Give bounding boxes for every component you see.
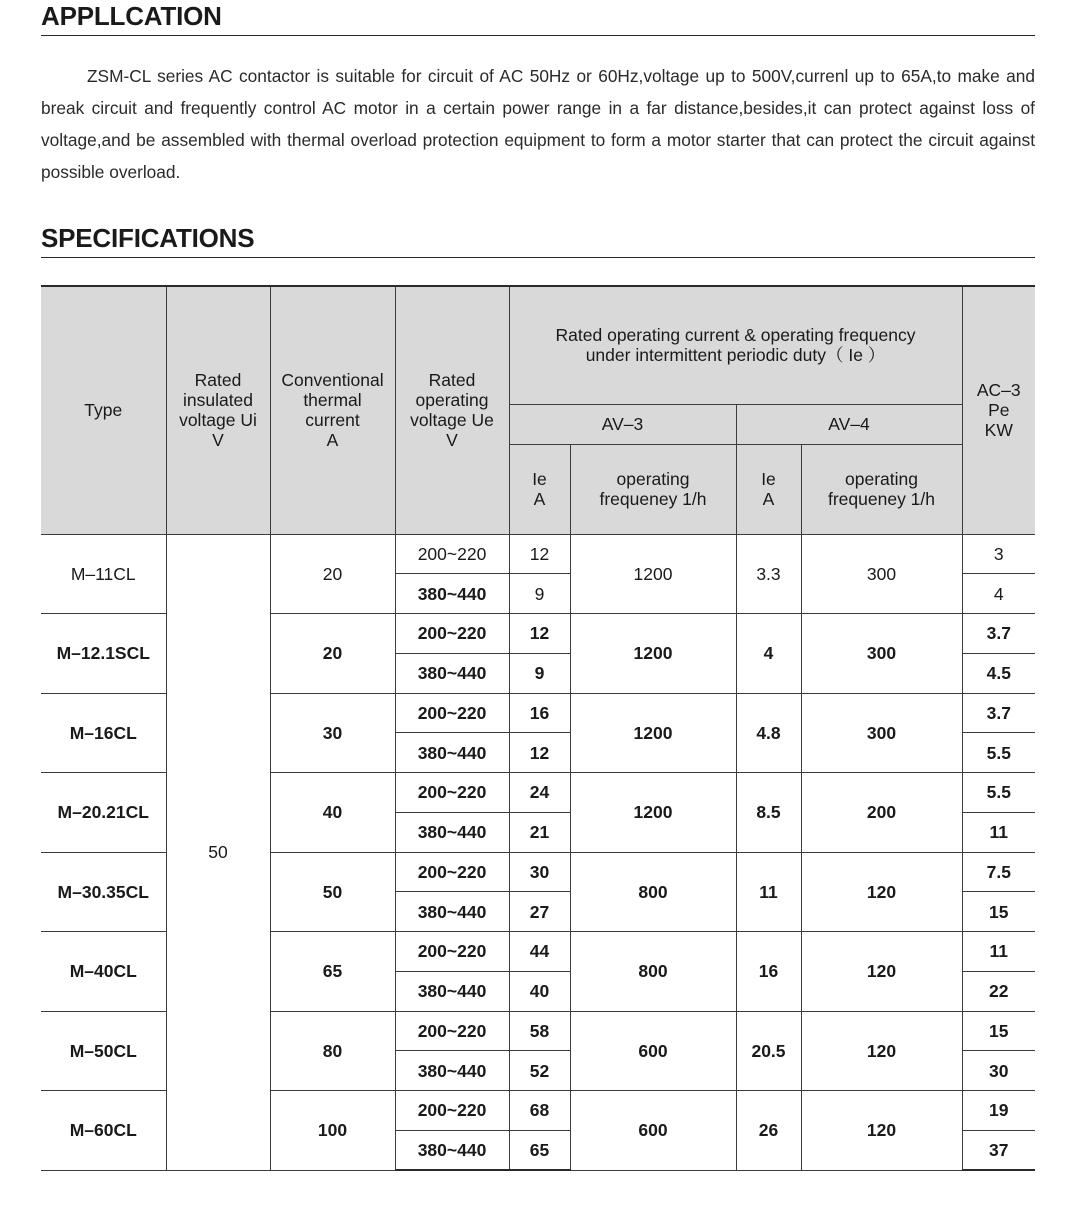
thermal-current-cell: 20 [270, 614, 395, 694]
av4-frequency-cell: 300 [801, 693, 962, 773]
thermal-current-cell: 100 [270, 1091, 395, 1171]
thermal-current-cell: 65 [270, 932, 395, 1012]
operating-voltage-cell: 380~440 [395, 971, 509, 1011]
av4-ie-cell: 11 [736, 852, 801, 932]
av3-ie-cell: 58 [509, 1011, 570, 1051]
operating-voltage-cell: 200~220 [395, 1091, 509, 1131]
application-title: APPLLCATION [41, 1, 222, 31]
table-row [41, 534, 1035, 574]
av4-frequency-cell: 120 [801, 1011, 962, 1091]
av3-ie-cell: 9 [509, 574, 570, 614]
av3-ie-cell: 12 [509, 534, 570, 574]
av3-frequency-cell: 800 [570, 852, 736, 932]
av3-ie-cell: 30 [509, 852, 570, 892]
type-cell: M–60CL [41, 1091, 166, 1171]
av4-frequency-cell: 120 [801, 852, 962, 932]
operating-voltage-cell: 380~440 [395, 1130, 509, 1170]
specifications-table [41, 285, 1035, 1171]
av3-ie-cell: 52 [509, 1051, 570, 1091]
pe-cell: 3.7 [962, 693, 1035, 733]
av4-frequency-cell: 200 [801, 773, 962, 853]
operating-voltage-cell: 200~220 [395, 534, 509, 574]
av4-ie-cell: 8.5 [736, 773, 801, 853]
application-description: ZSM-CL series AC contactor is suitable for circuit of AC 50Hz or 60Hz,voltage up to 500V,currenl up to 65A,to make and break circuit and frequently control AC motor in a certain power range in a far distance,besides,it can protect against loss of voltage,and be assembled with thermal overload protection equipment to form a motor starter that can protect the circuit against possible overload. [41, 66, 1035, 182]
av4-ie-cell: 4.8 [736, 693, 801, 773]
type-cell: M–12.1SCL [41, 614, 166, 694]
av3-frequency-cell: 1200 [570, 534, 736, 614]
av3-ie-cell: 24 [509, 773, 570, 813]
pe-cell: 19 [962, 1091, 1035, 1131]
av3-frequency-cell: 600 [570, 1091, 736, 1171]
header-av3-ie: Ie A [509, 444, 570, 534]
av3-frequency-cell: 800 [570, 932, 736, 1012]
operating-voltage-cell: 380~440 [395, 653, 509, 693]
type-cell: M–30.35CL [41, 852, 166, 932]
header-operating-voltage: Rated operating voltage Ue V [395, 286, 509, 534]
av4-ie-cell: 26 [736, 1091, 801, 1171]
thermal-current-cell: 50 [270, 852, 395, 932]
type-cell: M–20.21CL [41, 773, 166, 853]
av3-frequency-cell: 1200 [570, 773, 736, 853]
av3-frequency-cell: 1200 [570, 693, 736, 773]
header-av4: AV–4 [736, 404, 962, 444]
pe-cell: 4 [962, 574, 1035, 614]
av3-frequency-cell: 600 [570, 1011, 736, 1091]
header-av4-frequency: operating frequeney 1/h [801, 444, 962, 534]
av3-ie-cell: 9 [509, 653, 570, 693]
pe-cell: 3.7 [962, 614, 1035, 654]
pe-cell: 11 [962, 932, 1035, 972]
header-thermal-current: Conventional thermal current A [270, 286, 395, 534]
operating-voltage-cell: 200~220 [395, 932, 509, 972]
type-cell: M–11CL [41, 534, 166, 614]
av3-ie-cell: 44 [509, 932, 570, 972]
av4-ie-cell: 16 [736, 932, 801, 1012]
pe-cell: 7.5 [962, 852, 1035, 892]
header-operating-current-group: Rated operating current & operating frequency under intermittent periodic duty（ Ie ） [509, 286, 962, 404]
operating-voltage-cell: 380~440 [395, 733, 509, 773]
operating-voltage-cell: 200~220 [395, 693, 509, 733]
pe-cell: 3 [962, 534, 1035, 574]
application-divider [41, 35, 1035, 36]
operating-voltage-cell: 200~220 [395, 773, 509, 813]
pe-cell: 5.5 [962, 733, 1035, 773]
av3-ie-cell: 27 [509, 892, 570, 932]
pe-cell: 5.5 [962, 773, 1035, 813]
operating-voltage-cell: 380~440 [395, 574, 509, 614]
specifications-divider [41, 257, 1035, 258]
av4-ie-cell: 3.3 [736, 534, 801, 614]
operating-voltage-cell: 380~440 [395, 812, 509, 852]
av4-frequency-cell: 300 [801, 534, 962, 614]
av3-frequency-cell: 1200 [570, 614, 736, 694]
pe-cell: 4.5 [962, 653, 1035, 693]
pe-cell: 37 [962, 1130, 1035, 1170]
av3-ie-cell: 68 [509, 1091, 570, 1131]
av4-ie-cell: 20.5 [736, 1011, 801, 1091]
insulated-voltage-cell: 50 [166, 534, 270, 1170]
header-insulated-voltage: Rated insulated voltage Ui V [166, 286, 270, 534]
av4-frequency-cell: 120 [801, 1091, 962, 1171]
av3-ie-cell: 12 [509, 614, 570, 654]
type-cell: M–40CL [41, 932, 166, 1012]
av4-ie-cell: 4 [736, 614, 801, 694]
header-av3-frequency: operating frequeney 1/h [570, 444, 736, 534]
operating-voltage-cell: 200~220 [395, 1011, 509, 1051]
operating-voltage-cell: 380~440 [395, 892, 509, 932]
av3-ie-cell: 40 [509, 971, 570, 1011]
av3-ie-cell: 21 [509, 812, 570, 852]
pe-cell: 11 [962, 812, 1035, 852]
header-type: Type [41, 286, 166, 534]
header-av4-ie: Ie A [736, 444, 801, 534]
specifications-title: SPECIFICATIONS [41, 223, 255, 253]
av3-ie-cell: 65 [509, 1130, 570, 1170]
thermal-current-cell: 40 [270, 773, 395, 853]
operating-voltage-cell: 200~220 [395, 852, 509, 892]
pe-cell: 15 [962, 892, 1035, 932]
pe-cell: 15 [962, 1011, 1035, 1051]
thermal-current-cell: 30 [270, 693, 395, 773]
av3-ie-cell: 12 [509, 733, 570, 773]
header-av3: AV–3 [509, 404, 736, 444]
header-ac3-pe: AC–3 Pe KW [962, 286, 1035, 534]
type-cell: M–16CL [41, 693, 166, 773]
av4-frequency-cell: 300 [801, 614, 962, 694]
thermal-current-cell: 80 [270, 1011, 395, 1091]
thermal-current-cell: 20 [270, 534, 395, 614]
operating-voltage-cell: 380~440 [395, 1051, 509, 1091]
type-cell: M–50CL [41, 1011, 166, 1091]
operating-voltage-cell: 200~220 [395, 614, 509, 654]
pe-cell: 22 [962, 971, 1035, 1011]
av3-ie-cell: 16 [509, 693, 570, 733]
av4-frequency-cell: 120 [801, 932, 962, 1012]
pe-cell: 30 [962, 1051, 1035, 1091]
